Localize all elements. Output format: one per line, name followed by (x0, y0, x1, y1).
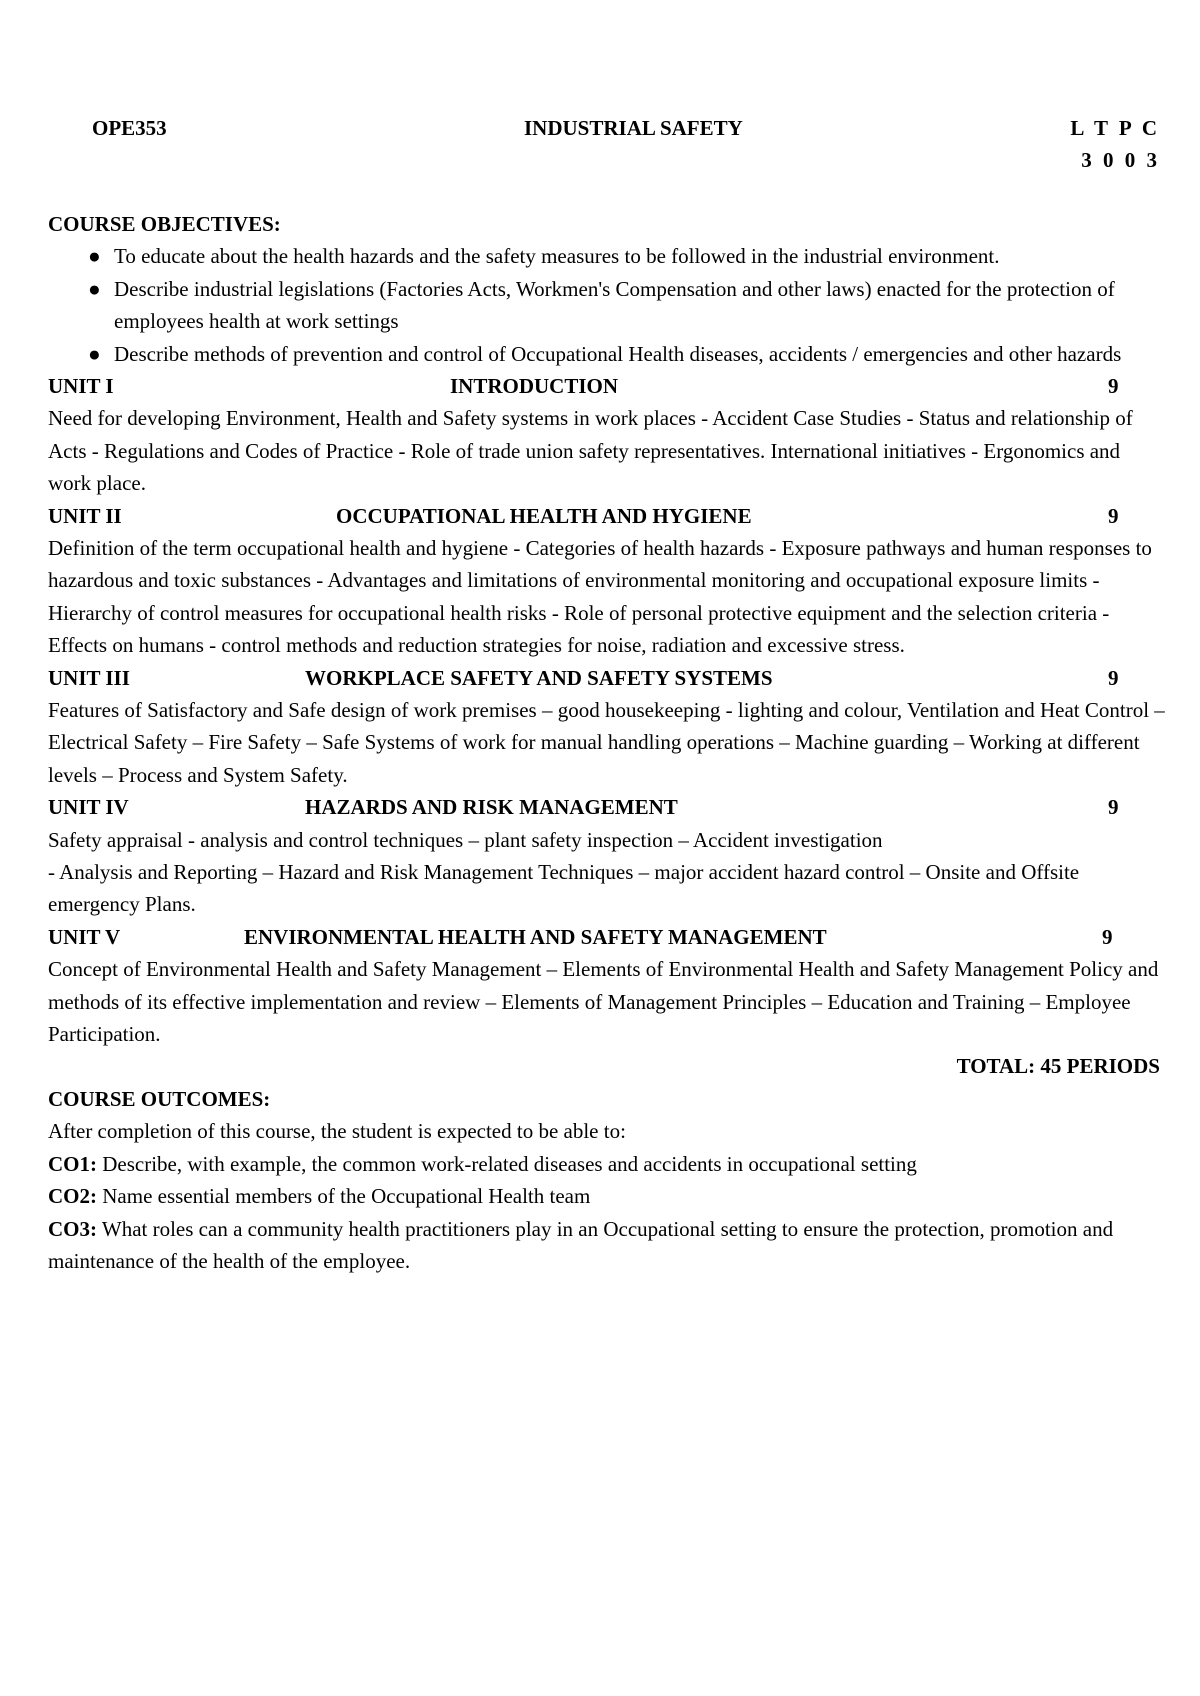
unit-number: UNIT IV (48, 795, 129, 820)
objective-text: Describe methods of prevention and control of Occupational Health diseases, accidents / emergencies and other hazards (114, 341, 1122, 366)
objectives-list (48, 240, 1166, 370)
unit-content: Concept of Environmental Health and Safety Management – Elements of Environmental Health and Safety Management Policy and methods of its effective implementation and review – Elements of Management Principles – Education and Training – Employee Participation. (48, 957, 1159, 1047)
unit-heading (48, 921, 1166, 953)
outcomes-intro: After completion of this course, the student is expected to be able to: (48, 1119, 626, 1144)
objective-text: Describe industrial legislations (Factories Acts, Workmen's Compensation and other laws) enacted for the protection of employees health at work settings (114, 276, 1115, 334)
bullet-icon: ● (88, 244, 101, 269)
unit-content-line: Safety appraisal - analysis and control techniques – plant safety inspection – Accident investigation (48, 827, 883, 852)
outcome-item (48, 1213, 1166, 1278)
unit-title: WORKPLACE SAFETY AND SAFETY SYSTEMS (305, 665, 773, 690)
bullet-icon: ● (88, 341, 101, 366)
outcome-text: What roles can a community health practitioners play in an Occupational setting to ensure the protection, promotion and maintenance of the health of the employee. (48, 1216, 1114, 1273)
objective-item (88, 240, 1166, 272)
unit-content: Features of Satisfactory and Safe design of work premises – good housekeeping - lighting and colour, Ventilation and Heat Control – Electrical Safety – Fire Safety – Safe Systems of work for manual handling operations – Machine guarding – Working at different levels – Process and System Safety. (48, 698, 1165, 787)
unit-hours: 9 (1108, 374, 1119, 399)
ltpc-block (1070, 112, 1160, 177)
unit-title: INTRODUCTION (450, 374, 619, 399)
unit-number: UNIT V (48, 924, 121, 949)
unit-number: UNIT I (48, 374, 114, 399)
outcome-item (48, 1148, 1166, 1180)
unit-heading (48, 791, 1166, 823)
objective-text: To educate about the health hazards and the safety measures to be followed in the industrial environment. (114, 244, 1000, 269)
unit-hours: 9 (1108, 795, 1119, 820)
outcomes-heading: COURSE OUTCOMES: (48, 1086, 271, 1111)
unit-hours: 9 (1102, 924, 1113, 949)
total-periods: TOTAL: 45 PERIODS (956, 1054, 1160, 1079)
objective-item (88, 338, 1166, 370)
ltpc-values: 3 0 0 3 (1081, 148, 1160, 173)
unit-hours: 9 (1108, 665, 1119, 690)
course-title: INDUSTRIAL SAFETY (524, 116, 743, 140)
course-code: OPE353 (92, 116, 167, 140)
unit-heading (48, 370, 1166, 402)
unit-title: ENVIRONMENTAL HEALTH AND SAFETY MANAGEMENT (244, 924, 827, 949)
syllabus-content (48, 208, 1166, 1277)
outcome-item (48, 1180, 1166, 1212)
outcome-label: CO3: (48, 1216, 97, 1241)
objectives-heading: COURSE OBJECTIVES: (48, 212, 281, 236)
unit-content-line: - Analysis and Reporting – Hazard and Risk Management Techniques – major accident hazard control – Onsite and Offsite emergency Plans. (48, 860, 1080, 917)
unit-hours: 9 (1108, 503, 1119, 528)
ltpc-label: L T P C (1070, 116, 1160, 140)
unit-title: HAZARDS AND RISK MANAGEMENT (305, 795, 678, 820)
bullet-icon: ● (88, 276, 101, 301)
unit-content: Definition of the term occupational health and hygiene - Categories of health hazards - Exposure pathways and human responses to hazardous and toxic substances - Advantages and limitations of environmental monitoring and occupational exposure limits - Hierarchy of control measures for occupational health risks - Role of personal protective equipment and the selection criteria - Effects on humans - control methods and reduction strategies for noise, radiation and excessive stress. (48, 536, 1152, 658)
outcome-label: CO2: (48, 1184, 97, 1209)
unit-heading (48, 662, 1166, 694)
unit-number: UNIT III (48, 665, 130, 690)
outcome-text: Describe, with example, the common work-related diseases and accidents in occupational setting (102, 1151, 917, 1176)
unit-number: UNIT II (48, 503, 122, 528)
unit-content: Need for developing Environment, Health and Safety systems in work places - Accident Case Studies - Status and relationship of Acts - Regulations and Codes of Practice - Role of trade union safety representatives. International initiatives - Ergonomics and work place. (48, 406, 1133, 496)
unit-heading (48, 500, 1166, 532)
objective-item (88, 273, 1166, 338)
outcome-label: CO1: (48, 1151, 97, 1176)
outcome-text: Name essential members of the Occupational Health team (102, 1184, 591, 1209)
unit-title: OCCUPATIONAL HEALTH AND HYGIENE (336, 503, 752, 528)
